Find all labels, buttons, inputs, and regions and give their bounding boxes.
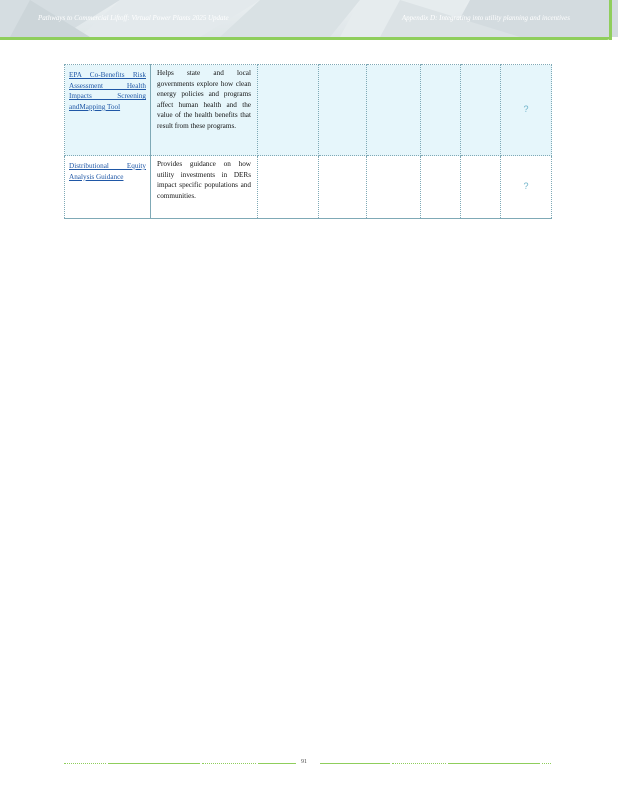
footer-rule-dotted (64, 763, 106, 764)
table-cell (367, 65, 421, 156)
footer-rule-solid (320, 763, 390, 764)
tool-description-cell (151, 156, 258, 219)
header-section: Appendix D: Integrating into utility planning and incentives (401, 14, 570, 22)
table-cell (421, 156, 461, 219)
tool-link[interactable]: EPA Co-Benefits Risk Assessment Health Impacts Screening andMapping Tool (69, 71, 146, 111)
tool-name-cell (65, 65, 151, 156)
table-cell (421, 65, 461, 156)
header-rule-cap (609, 0, 612, 40)
marker-cell (501, 65, 552, 156)
tools-table (64, 64, 552, 219)
header-band (0, 0, 618, 37)
table-cell (367, 156, 421, 219)
tool-description: Provides guidance on how utility investments in DERs impact specific populations and communities. (157, 160, 251, 200)
footer-rule-dotted (542, 763, 551, 764)
table-cell (461, 65, 501, 156)
table-cell (319, 65, 367, 156)
unknown-glyph-icon: ? (523, 104, 529, 115)
table-row (65, 65, 552, 156)
footer-rule-dotted (202, 763, 256, 764)
table-cell (258, 65, 319, 156)
marker-cell (501, 156, 552, 219)
unknown-glyph-icon: ? (523, 181, 529, 192)
table-cell (258, 156, 319, 219)
page-number: 91 (301, 759, 307, 765)
footer-rule-dotted (392, 763, 446, 764)
footer-rule-solid (448, 763, 540, 764)
header-title: Pathways to Commercial Liftoff: Virtual Power Plants 2025 Update (38, 14, 229, 22)
tool-description-cell (151, 65, 258, 156)
table-cell (461, 156, 501, 219)
tool-description: Helps state and local governments explore how clean energy policies and programs affect human health and the value of the health benefits that result from these programs. (157, 69, 251, 130)
header-rule (0, 37, 610, 40)
page-footer (64, 760, 551, 768)
tool-link[interactable]: Distributional Equity Analysis Guidance (69, 162, 146, 181)
tool-name-cell (65, 156, 151, 219)
footer-rule-solid (258, 763, 296, 764)
table-row (65, 156, 552, 219)
table-cell (319, 156, 367, 219)
footer-rule-solid (108, 763, 200, 764)
